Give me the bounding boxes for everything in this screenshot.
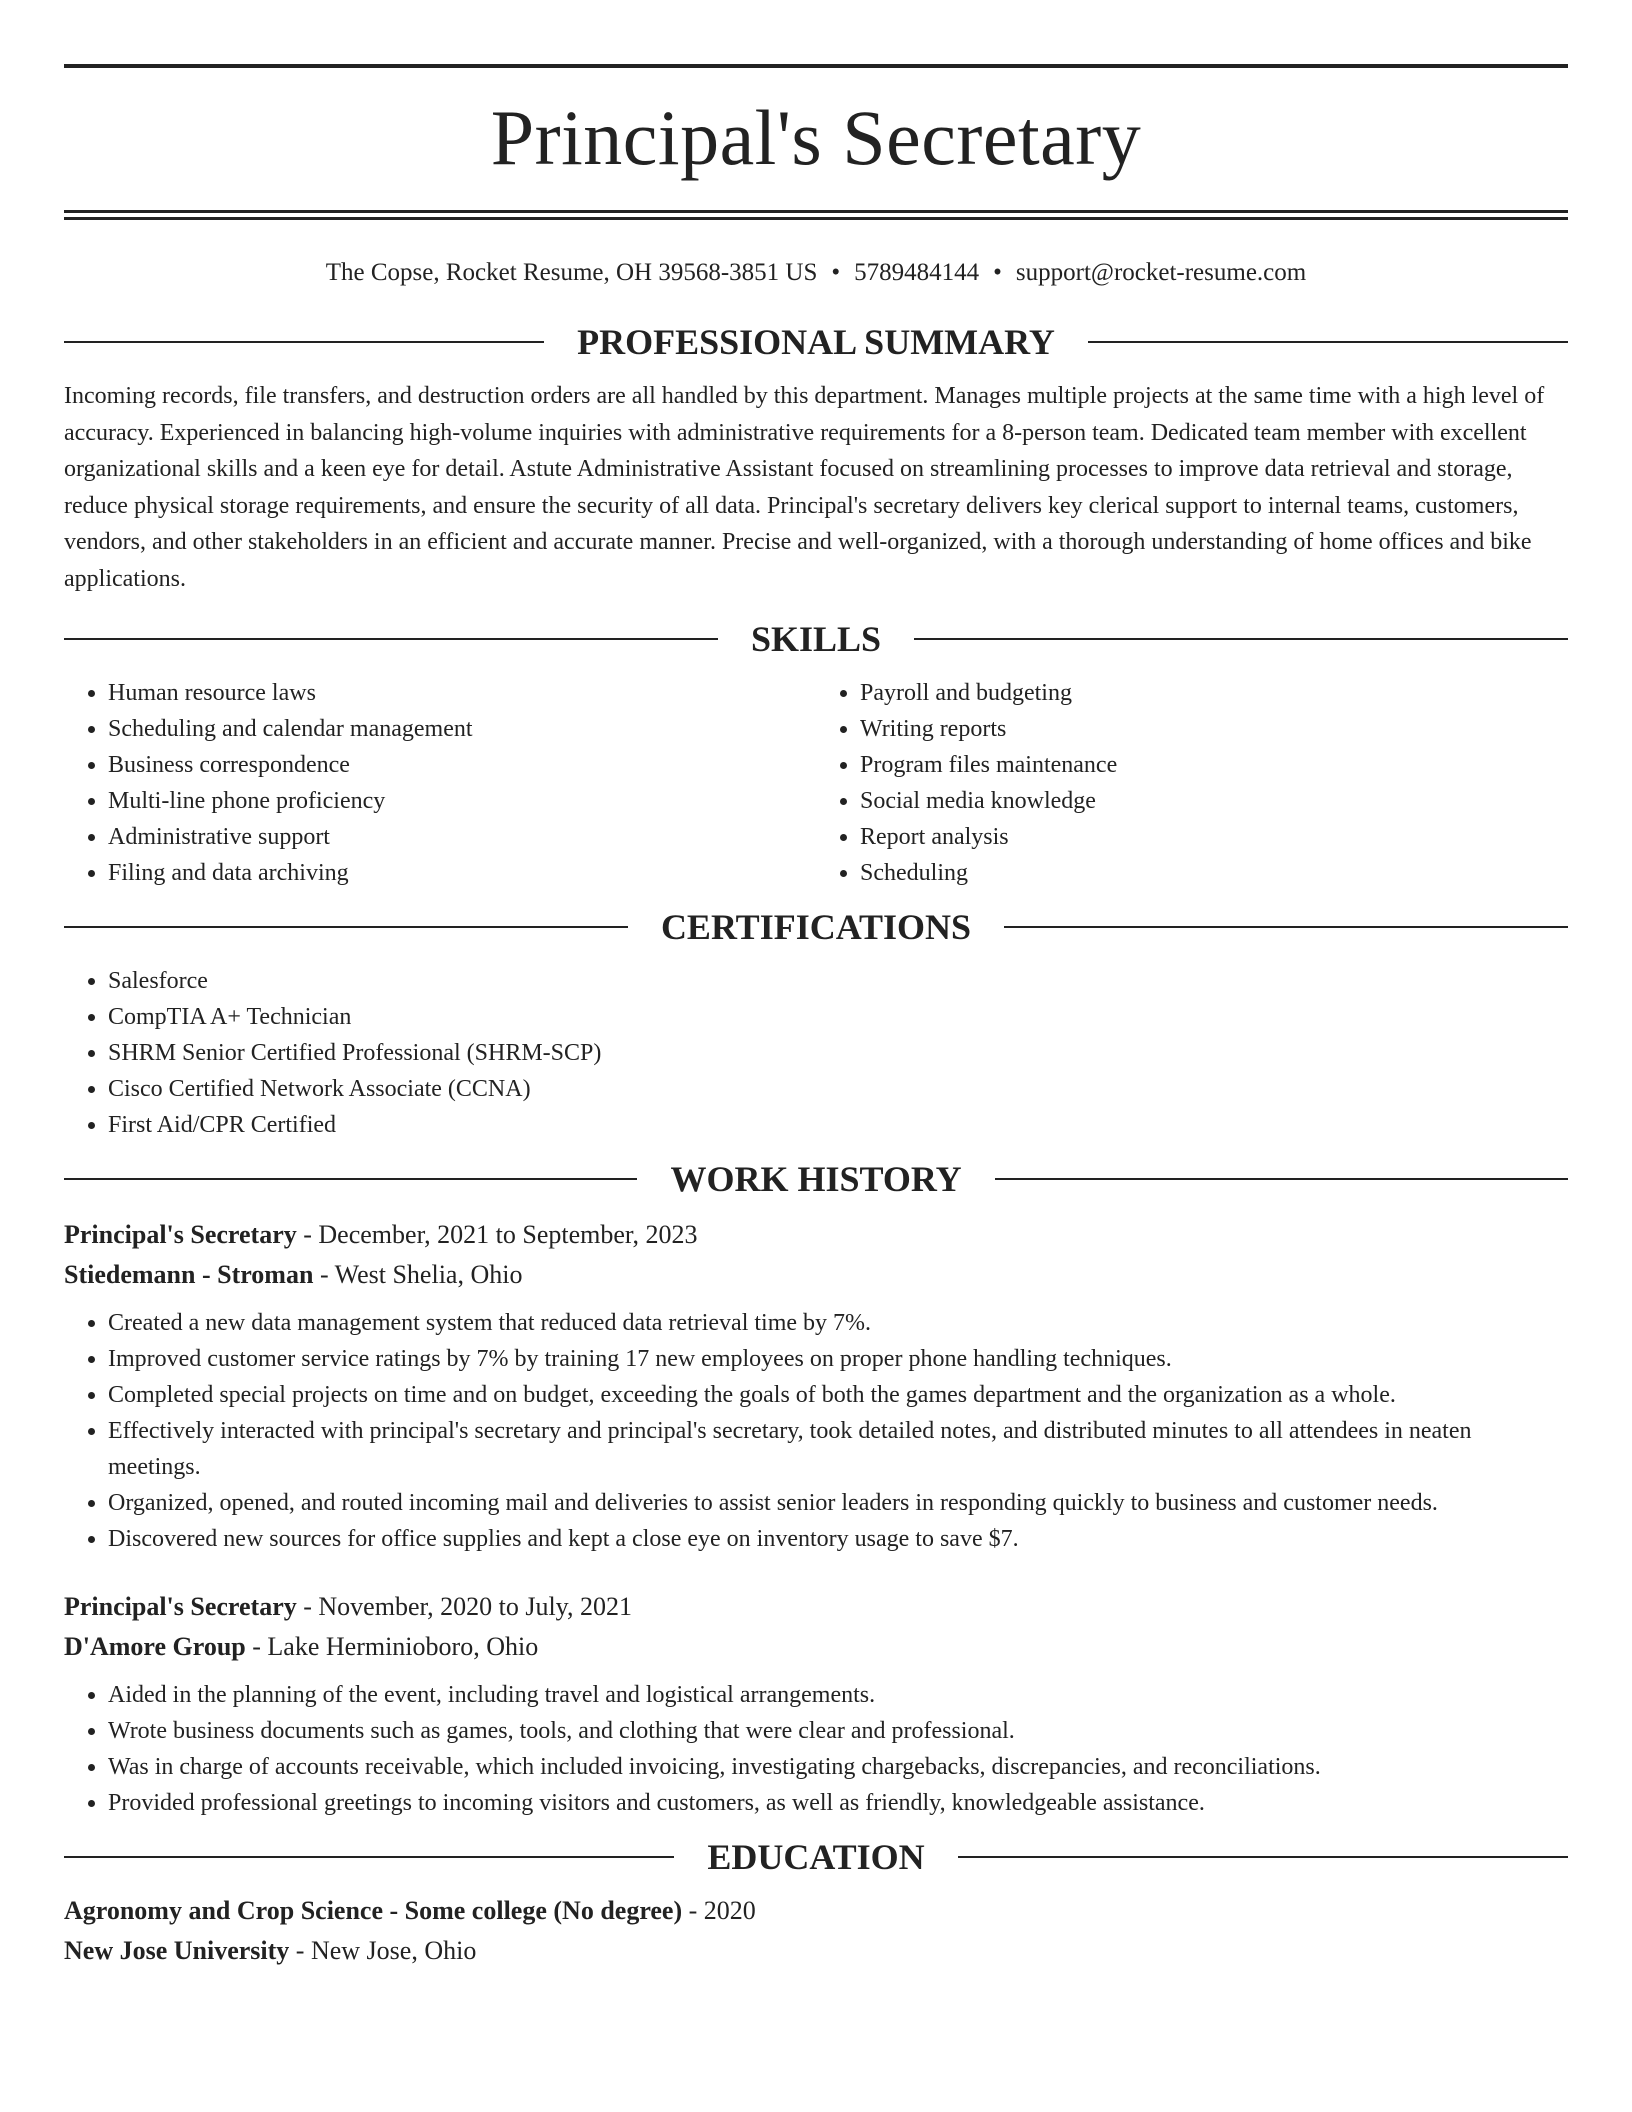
job-bullet: • Improved customer service ratings by 7% by training 17 new employees on proper phone handling techniques. (108, 1341, 1568, 1377)
contact-email: support@rocket-resume.com (1015, 259, 1307, 286)
skill-item: • Multi-line phone proficiency (108, 783, 816, 819)
skills-heading-text: SKILLS (750, 619, 882, 659)
job-entry (64, 1215, 1568, 1557)
job-company-line (64, 1627, 1568, 1667)
job-bullet: • Wrote business documents such as games, tools, and clothing that were clear and professional. (108, 1713, 1568, 1749)
skill-item: • Social media knowledge (860, 783, 1568, 819)
education-degree: Agronomy and Crop Science - Some college (No degree) (64, 1896, 683, 1925)
certification-item: • Cisco Certified Network Associate (CCNA) (108, 1071, 1568, 1107)
job-bullet: • Completed special projects on time and on budget, exceeding the goals of both the games department and the organization as a whole. (108, 1377, 1568, 1413)
certification-item: • SHRM Senior Certified Professional (SHRM-SCP) (108, 1035, 1568, 1071)
contact-separator: • (993, 259, 1002, 286)
work-history-heading-text: WORK HISTORY (670, 1159, 962, 1199)
certifications-list (64, 963, 1568, 1143)
skill-item: • Business correspondence (108, 747, 816, 783)
summary-heading-text: PROFESSIONAL SUMMARY (577, 322, 1055, 362)
certification-item: • CompTIA A+ Technician (108, 999, 1568, 1035)
skill-item: • Scheduling and calendar management (108, 711, 816, 747)
certification-item: • First Aid/CPR Certified (108, 1107, 1568, 1143)
top-rule (64, 64, 1568, 68)
job-bullet: • Was in charge of accounts receivable, which included invoicing, investigating chargebacks, discrepancies, and reconciliations. (108, 1749, 1568, 1785)
certification-item: • Salesforce (108, 963, 1568, 999)
education-heading (64, 1833, 1568, 1881)
education-entry (64, 1891, 1568, 1971)
contact-separator: • (831, 259, 841, 286)
job-entry (64, 1587, 1568, 1821)
job-role: Principal's Secretary (64, 1592, 297, 1621)
summary-heading (64, 318, 1568, 366)
skills-heading (64, 615, 1568, 663)
job-bullet: • Created a new data management system that reduced data retrieval time by 7%. (108, 1305, 1568, 1341)
skill-item: • Payroll and budgeting (860, 675, 1568, 711)
skill-item: • Filing and data archiving (108, 855, 816, 891)
job-company-line (64, 1255, 1568, 1295)
skill-item: • Scheduling (860, 855, 1568, 891)
skills-list-left (64, 675, 816, 891)
job-bullet: • Aided in the planning of the event, including travel and logistical arrangements. (108, 1677, 1568, 1713)
contact-line (64, 256, 1568, 290)
job-company: Stiedemann - Stroman (64, 1260, 314, 1289)
education-heading-text: EDUCATION (707, 1837, 925, 1877)
job-dates: - November, 2020 to July, 2021 (296, 1592, 632, 1621)
header-double-rule (64, 210, 1568, 220)
education-school: New Jose University (64, 1936, 290, 1965)
skill-item: • Program files maintenance (860, 747, 1568, 783)
education-location: - New Jose, Ohio (289, 1936, 477, 1965)
summary-text: Incoming records, file transfers, and destruction orders are all handled by this department. Manages multiple projects at the same time with a high level of accuracy. Experienced in balancing high-volume inquiries with administrative requirements for a 8-person team. Dedicated team member with excellent organizational skills and a keen eye for detail. Astute Administrative Assistant focused on streamlining processes to improve data retrieval and storage, reduce physical storage requirements, and ensure the security of all data. Principal's secretary delivers key clerical support to internal teams, customers, vendors, and other stakeholders in an efficient and accurate manner. Precise and well-organized, with a thorough understanding of home offices and bike applications. (64, 383, 1545, 592)
education-degree-line (64, 1891, 1568, 1931)
skill-item: • Report analysis (860, 819, 1568, 855)
contact-address: The Copse, Rocket Resume, OH 39568-3851 US (325, 259, 818, 286)
job-location: - West Shelia, Ohio (313, 1260, 523, 1289)
job-bullets (64, 1677, 1568, 1821)
certifications-heading (64, 903, 1568, 951)
education-year: - 2020 (682, 1896, 756, 1925)
job-bullet: • Provided professional greetings to incoming visitors and customers, as well as friendly, knowledgeable assistance. (108, 1785, 1568, 1821)
job-bullet: • Discovered new sources for office supplies and kept a close eye on inventory usage to save $7. (108, 1521, 1568, 1557)
skill-item: • Administrative support (108, 819, 816, 855)
work-history-heading (64, 1155, 1568, 1203)
job-title-line (64, 1587, 1568, 1627)
education-school-line (64, 1931, 1568, 1971)
job-company: D'Amore Group (64, 1632, 246, 1661)
certifications-heading-text: CERTIFICATIONS (660, 907, 972, 947)
job-bullets (64, 1305, 1568, 1557)
job-bullet: • Organized, opened, and routed incoming mail and deliveries to assist senior leaders in responding quickly to business and customer needs. (108, 1485, 1568, 1521)
skills-list-right (816, 675, 1568, 891)
skill-item: • Writing reports (860, 711, 1568, 747)
skill-item: • Human resource laws (108, 675, 816, 711)
contact-phone: 5789484144 (854, 259, 980, 286)
candidate-name: Principal's Secretary (490, 94, 1142, 181)
job-title-line (64, 1215, 1568, 1255)
job-role: Principal's Secretary (64, 1220, 297, 1249)
job-location: - Lake Herminioboro, Ohio (245, 1632, 539, 1661)
job-bullet: • Effectively interacted with principal's secretary and principal's secretary, took detailed notes, and distributed minutes to all attendees in neaten meetings. (108, 1413, 1568, 1485)
job-dates: - December, 2021 to September, 2023 (296, 1220, 698, 1249)
skills-grid (64, 675, 1568, 891)
